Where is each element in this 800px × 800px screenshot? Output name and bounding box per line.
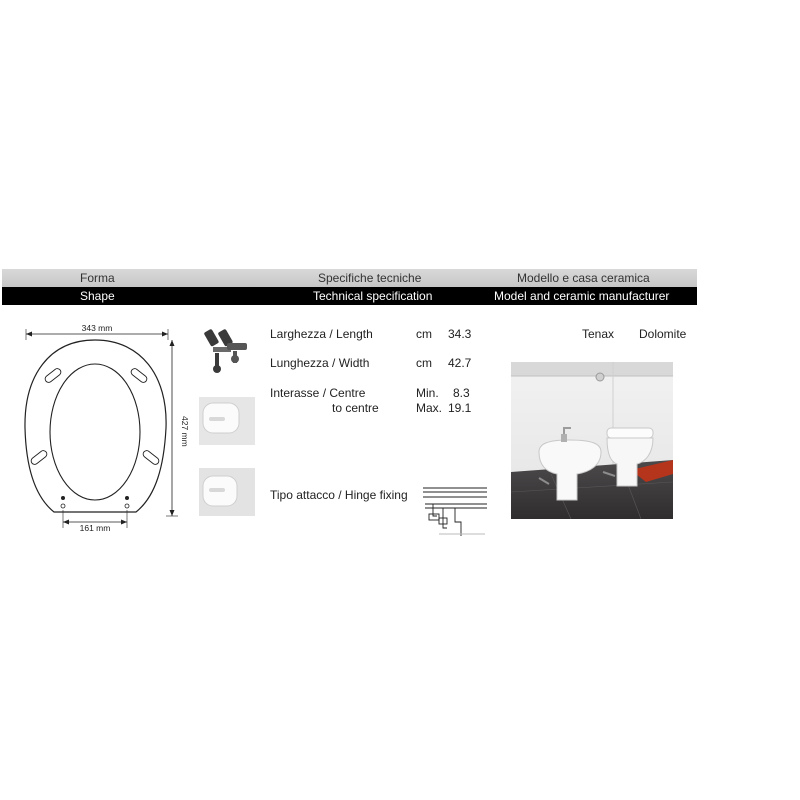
col-specs-it: Specifiche tecniche (318, 271, 422, 285)
bathroom-product-photo (511, 362, 673, 519)
width-dimension-label: 343 mm (81, 323, 113, 333)
col-model-en: Model and ceramic manufacturer (494, 289, 670, 303)
height-dimension-label: 427 mm (180, 416, 190, 447)
spec-hinge-label: Tipo attacco / Hinge fixing (270, 488, 408, 502)
spec-width-value: 42.7 (448, 356, 472, 370)
spec-length-unit: cm (416, 327, 432, 341)
spec-length-value: 34.3 (448, 327, 472, 341)
col-shape-it: Forma (80, 271, 115, 285)
hinge-fixing-diagram (415, 484, 489, 540)
bumper-image-2 (199, 468, 255, 516)
header-row-italian (2, 269, 697, 287)
spec-centre-max-value: 19.1 (448, 401, 472, 415)
hinge-hardware-image (199, 325, 255, 379)
spec-centre-max-label: Max. (416, 401, 443, 415)
model-name: Tenax (582, 327, 615, 341)
header-row-english (2, 287, 697, 305)
seat-shape-drawing (16, 316, 192, 538)
spec-width-label: Lunghezza / Width (270, 356, 370, 370)
spec-width-unit: cm (416, 356, 432, 370)
spec-centre-min-label: Min. (416, 386, 439, 400)
col-model-it: Modello e casa ceramica (517, 271, 650, 285)
spec-centre-min-value: 8.3 (453, 386, 470, 400)
bumper-image-1 (199, 397, 255, 445)
col-specs-en: Technical specification (313, 289, 433, 303)
model-manufacturer: Dolomite (639, 327, 687, 341)
col-shape-en: Shape (80, 289, 115, 303)
spec-centre-label-2: to centre (332, 401, 379, 415)
hinge-distance-label: 161 mm (79, 523, 111, 533)
spec-centre-label: Interasse / Centre (270, 386, 366, 400)
spec-length-label: Larghezza / Length (270, 327, 373, 341)
